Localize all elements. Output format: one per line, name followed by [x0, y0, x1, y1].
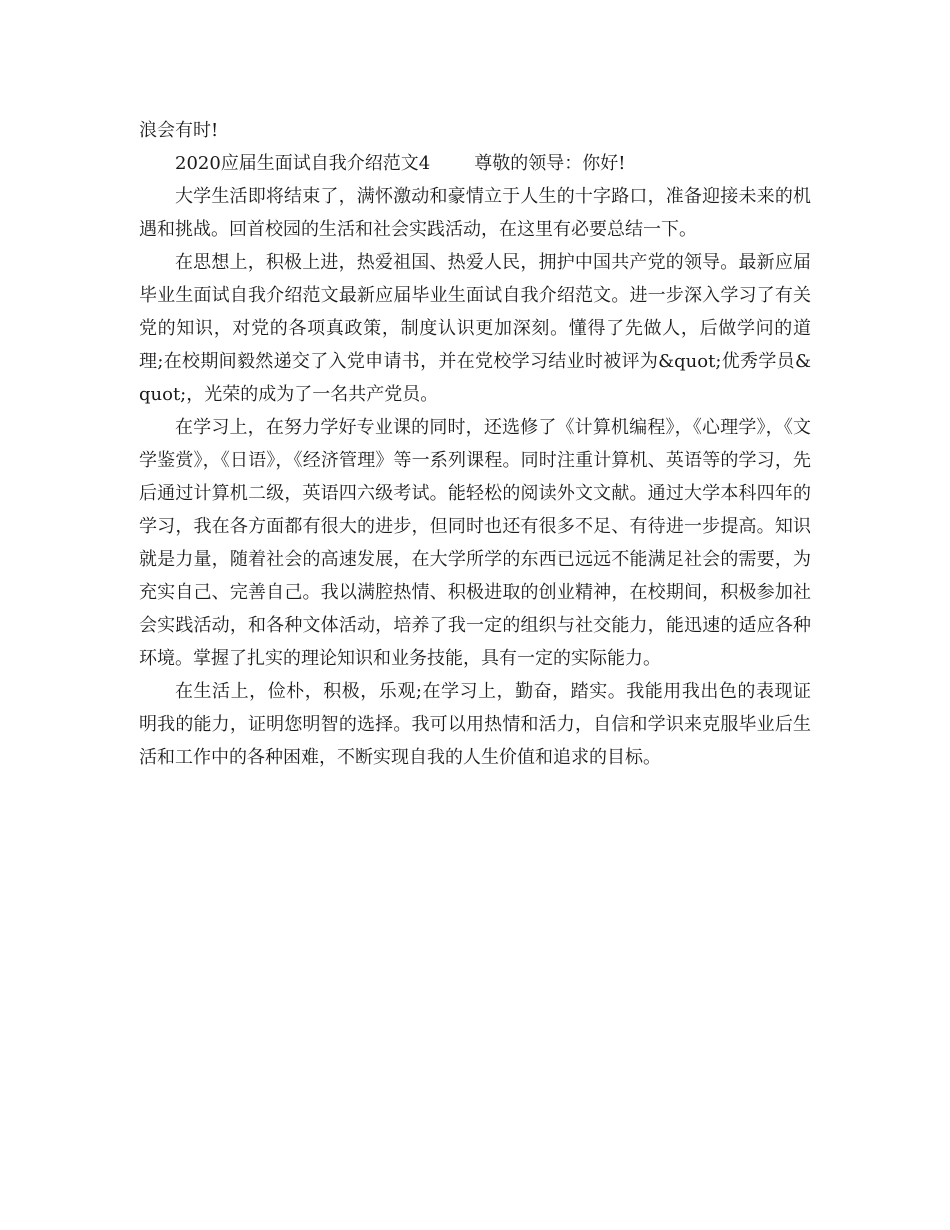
continuation-line: 浪会有时! [139, 120, 219, 141]
document-body [139, 114, 811, 774]
paragraph-life: 在生活上，俭朴，积极，乐观;在学习上，勤奋，踏实。我能用我出色的表现证明我的能力，证明您明智的选择。我可以用热情和活力，自信和学识来克服毕业后生活和工作中的各种困难，不断实现自我的人生价值和追求的目标。 [139, 681, 811, 768]
salutation: 尊敬的领导：你好! [474, 153, 626, 174]
paragraph-study: 在学习上，在努力学好专业课的同时，还选修了《计算机编程》，《心理学》，《文学鉴赏》，《日语》，《经济管理》等一系列课程。同时注重计算机、英语等的学习，先后通过计算机二级，英语四六级考试。能轻松的阅读外文文献。通过大学本科四年的学习，我在各方面都有很大的进步，但同时也还有很多不足、有待进一步提高。知识就是力量，随着社会的高速发展，在大学所学的东西已远远不能满足社会的需要，为充实自己、完善自己。我以满腔热情、积极进取的创业精神，在校期间，积极参加社会实践活动，和各种文体活动，培养了我一定的组织与社交能力，能迅速的适应各种环境。掌握了扎实的理论知识和业务技能，具有一定的实际能力。 [139, 417, 811, 669]
paragraph-intro: 大学生活即将结束了，满怀激动和豪情立于人生的十字路口，准备迎接未来的机遇和挑战。回首校园的生活和社会实践活动，在这里有必要总结一下。 [139, 186, 811, 240]
section-title: 2020应届生面试自我介绍范文4 [175, 153, 431, 174]
section-heading-line [139, 147, 811, 180]
paragraph-ideology: 在思想上，积极上进，热爱祖国、热爱人民，拥护中国共产党的领导。最新应届毕业生面试自我介绍范文最新应届毕业生面试自我介绍范文。进一步深入学习了有关党的知识，对党的各项真政策，制度认识更加深刻。懂得了先做人，后做学问的道理;在校期间毅然递交了入党申请书，并在党校学习结业时被评为&quot;优秀学员&quot;，光荣的成为了一名共产党员。 [139, 252, 811, 405]
